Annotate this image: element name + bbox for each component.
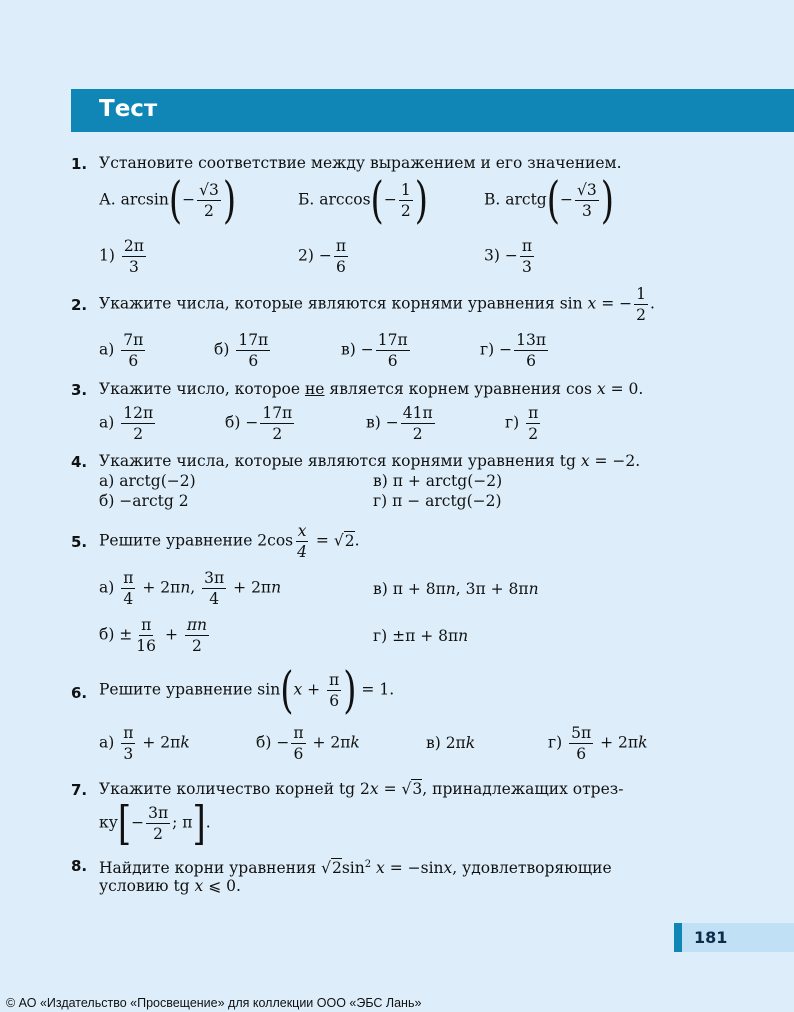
option-a: а) $\frac{7\pi}{6}$ [99,331,144,370]
option-a: а) $\frac{12\pi}{2}$ [99,404,154,443]
option-b: б) − $\frac{\pi}{6}$ + 2πk [256,724,360,763]
option-g: г) ±π + 8πn [373,627,469,645]
page-tab-marker [674,923,682,952]
question-text: Решите уравнение sin(x + $\frac{\pi}{6}$ ) = 1. [99,661,395,720]
question-number: 6. [71,684,88,702]
answer-1: 1) $\frac{2\pi}{3}$ [99,237,144,276]
option-b: б) − $\frac{17\pi}{2}$ [225,404,293,443]
option-a: А. arcsin(− $\frac{√3}{2}$ ) [99,171,237,230]
question-number: 5. [71,533,88,551]
option-a: а) $\frac{\pi}{3}$ + 2πk [99,724,190,763]
option-g: г) π − arctg(−2) [373,492,502,510]
section-header-bar [71,89,794,132]
question-number: 8. [71,857,88,875]
option-b: Б. arccos(− $\frac{1}{2}$ ) [298,171,428,230]
option-v: в) 2πk [426,734,476,752]
option-a: а) arctg(−2) [99,472,196,490]
question-text-continued: условию tg x ⩽ 0. [99,877,241,895]
option-v: в) − $\frac{17\pi}{6}$ [341,331,408,370]
question-number: 4. [71,453,88,471]
question-text: Укажите числа, которые являются корнями уравнения tg x = −2. [99,452,641,470]
section-title: Тест [99,96,158,122]
option-v: в) π + arctg(−2) [373,472,503,490]
answer-2: 2) − $\frac{\pi}{6}$ [298,237,347,276]
option-b: б) ± $\frac{\pi}{16}$ + $\frac{\pi n}{2}$ [99,616,208,655]
question-text: Укажите числа, которые являются корнями уравнения sin x = − $\frac{1}{2}$ . [99,285,655,324]
option-g: г) − $\frac{13\pi}{6}$ [480,331,547,370]
question-number: 7. [71,781,88,799]
option-v: в) − $\frac{41\pi}{2}$ [366,404,433,443]
question-text-continued: ку[− $\frac{3\pi}{2}$ ; π]. [99,796,211,851]
option-g: г) $\frac{\pi}{2}$ [505,404,539,443]
option-b: б) $\frac{17\pi}{6}$ [214,331,269,370]
option-a: а) $\frac{\pi}{4}$ + 2πn, $\frac{3\pi}{4}$ + 2πn [99,569,282,608]
question-number: 3. [71,381,88,399]
option-v: в) π + 8πn, 3π + 8πn [373,580,539,598]
question-text: Найдите корни уравнения $√2\sin^2$ x = −sinx, удовлетворяющие [99,859,612,878]
question-text: Укажите количество корней tg 2x = √3, принадлежащих отрез- [99,780,624,798]
question-text: Укажите число, которое не является корнем уравнения cos x = 0. [99,380,644,398]
copyright-footer: © АО «Издательство «Просвещение» для коллекции ООО «ЭБС Лань» [6,996,422,1010]
option-g: г) $\frac{5\pi}{6}$ + 2πk [548,724,648,763]
option-b: б) −arctg 2 [99,492,189,510]
answer-3: 3) − $\frac{\pi}{3}$ [484,237,533,276]
question-number: 1. [71,155,88,173]
question-text: Установите соответствие между выражением и его значением. [99,154,622,172]
page-number: 181 [694,928,728,947]
question-number: 2. [71,296,88,314]
question-text: Решите уравнение 2cos $\frac{x}{4}$ = √2. [99,522,360,561]
page-number-tab [674,923,794,952]
option-v: В. arctg(− $\frac{√3}{3}$ ) [484,171,615,230]
